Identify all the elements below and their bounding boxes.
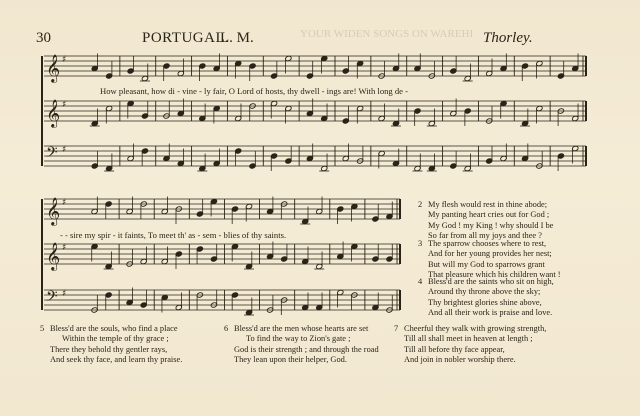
verse-line: The sparrow chooses where to rest, [428, 239, 547, 248]
page-number: 30 [36, 30, 51, 46]
verse-line: And seek thy face, and learn thy praise. [50, 355, 183, 365]
verse-line: Bless'd are the men whose hearts are set [234, 324, 369, 333]
verse-line: There they behold thy gentler rays, [50, 344, 168, 354]
verse-number: 2 [418, 200, 423, 209]
verse-2 [428, 200, 553, 242]
verse-line: That pleasure which his children want ! [428, 270, 561, 280]
sharp-icon: ♯ [62, 55, 67, 65]
verse-line: And all their work is praise and love. [428, 308, 553, 318]
sharp-icon: ♯ [62, 289, 67, 299]
verse-line: And for her young provides her nest; [428, 249, 552, 259]
verse-line: Till all before thy face appear, [404, 344, 505, 354]
treble-clef-icon: 𝄞 [46, 242, 61, 270]
bass-clef-icon: 𝄢 [46, 144, 58, 165]
sharp-icon: ♯ [62, 100, 67, 110]
verse-line: Within the temple of thy grace ; [62, 334, 169, 344]
verse-line: Thy brightest glories shine above, [428, 297, 542, 307]
sharp-icon: ♯ [62, 198, 67, 208]
verse-line: To find the way to Zion's gate ; [246, 334, 351, 344]
bass-clef-icon: 𝄢 [46, 288, 58, 309]
verse-number: 6 [224, 324, 229, 333]
verse-number: 7 [394, 324, 399, 333]
tune-title: PORTUGAL. [142, 30, 230, 46]
verse-line: My panting heart cries out for God ; [428, 210, 550, 220]
verse-number: 5 [40, 324, 45, 333]
treble-clef-icon: 𝄞 [46, 99, 61, 127]
verse-3 [428, 239, 561, 281]
verse-line: God is their strength ; and through the road [234, 344, 379, 354]
verse-line: Till all shall meet in heaven at length ; [404, 334, 533, 344]
verse-5 [50, 324, 182, 366]
tune-meter: L. M. [220, 30, 254, 46]
verse-6 [234, 324, 379, 366]
verse-line: They lean upon their helper, God. [234, 355, 347, 365]
verse-line: But will my God to sparrows grant [428, 259, 545, 269]
lyrics-system-1: How pleasant, how di - vine - ly fair, O Lord of hosts, thy dwell - ings are! With long de - [100, 86, 408, 96]
verse-4 [428, 277, 554, 319]
verse-line: My God ! my King ! why should I be [428, 220, 554, 230]
verse-line: Around thy throne above the sky; [428, 287, 541, 297]
verse-line: My flesh would rest in thine abode; [428, 200, 548, 209]
verse-line: So far from all my joys and thee ? [428, 231, 542, 241]
verse-line: Cheerful they walk with growing strength, [404, 324, 547, 333]
treble-clef-icon: 𝄞 [46, 54, 61, 82]
verse-line: And join in nobler worship there. [404, 355, 516, 365]
verse-line: Bless'd are the saints who sit on high, [428, 277, 554, 286]
sharp-icon: ♯ [62, 145, 67, 155]
verse-line: Bless'd are the souls, who find a place [50, 324, 178, 333]
verse-number: 4 [418, 277, 423, 286]
verse-number: 3 [418, 239, 423, 248]
composer-name: Thorley. [483, 30, 533, 46]
show-through-text: YOUR WIDEN SONGS ON WAREHI [300, 28, 474, 40]
sharp-icon: ♯ [62, 243, 67, 253]
treble-clef-icon: 𝄞 [46, 197, 61, 225]
lyrics-system-2: - - sire my spir - it faints, To meet th' as - sem - blies of thy saints. [60, 230, 287, 240]
verse-7 [404, 324, 546, 366]
